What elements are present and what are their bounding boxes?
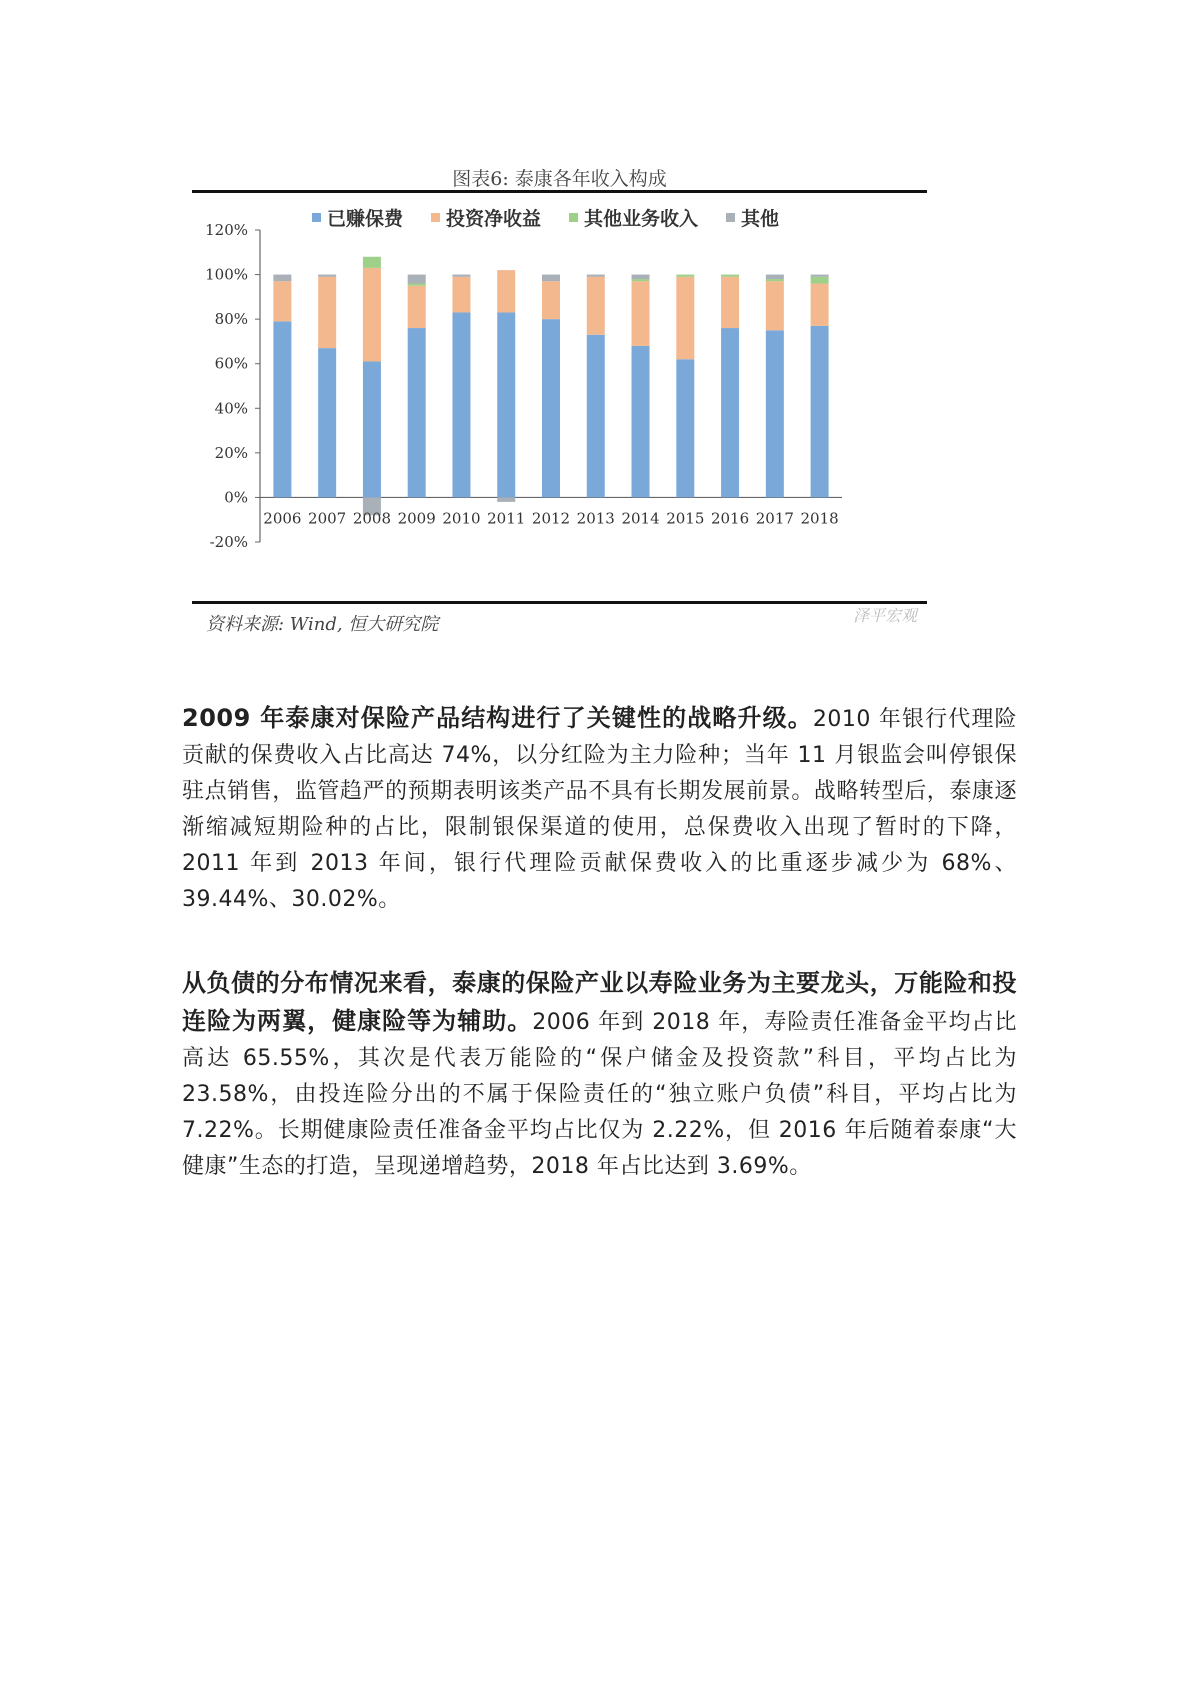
y-tick-label: 60% bbox=[214, 354, 248, 373]
bar-segment bbox=[408, 283, 426, 285]
bar-segment bbox=[721, 275, 739, 277]
bar-segment bbox=[408, 328, 426, 497]
y-tick-label: 80% bbox=[214, 310, 248, 329]
y-tick-label: -20% bbox=[209, 533, 248, 551]
paragraph-liabilities bbox=[182, 965, 1017, 1185]
stacked-bar-chart bbox=[192, 158, 927, 638]
watermark: 泽平宏观 bbox=[852, 606, 917, 625]
bar-segment bbox=[408, 275, 426, 284]
x-tick-label: 2018 bbox=[800, 509, 839, 528]
bar-segment bbox=[318, 275, 336, 277]
paragraph-lead: 2009 年泰康对保险产品结构进行了关键性的战略升级。 bbox=[182, 704, 813, 732]
bar-segment bbox=[676, 359, 694, 497]
bar-segment bbox=[721, 277, 739, 328]
bar-segment bbox=[452, 277, 470, 313]
y-tick-label: 0% bbox=[224, 488, 248, 507]
bar-segment bbox=[766, 330, 784, 497]
bar-segment bbox=[452, 275, 470, 277]
x-tick-label: 2011 bbox=[487, 509, 526, 528]
bar-segment bbox=[811, 326, 829, 498]
figure-bottom-rule bbox=[192, 601, 927, 604]
x-tick-label: 2008 bbox=[352, 509, 392, 528]
bar-segment bbox=[632, 346, 650, 498]
bar-segment bbox=[273, 281, 291, 321]
bar-segment bbox=[542, 275, 560, 282]
legend-label: 已赚保费 bbox=[327, 208, 404, 230]
x-tick-label: 2015 bbox=[666, 509, 705, 528]
legend-label: 其他 bbox=[741, 208, 780, 230]
bar-segment bbox=[766, 275, 784, 279]
x-tick-label: 2014 bbox=[621, 509, 660, 528]
x-tick-label: 2010 bbox=[442, 509, 481, 528]
bar-segment bbox=[587, 335, 605, 498]
y-tick-label: 100% bbox=[205, 265, 248, 284]
x-tick-label: 2017 bbox=[755, 509, 794, 528]
bar-segment bbox=[273, 321, 291, 497]
bar-segment bbox=[542, 281, 560, 319]
bar-segment bbox=[587, 277, 605, 335]
x-tick-label: 2013 bbox=[576, 509, 615, 528]
bar-segment bbox=[676, 275, 694, 277]
bar-segment bbox=[587, 275, 605, 277]
bar-segment bbox=[676, 277, 694, 359]
bar-segment bbox=[318, 348, 336, 497]
bar-segment bbox=[721, 328, 739, 497]
bar-segment bbox=[766, 281, 784, 330]
bar-segment bbox=[273, 275, 291, 282]
legend-label: 投资净收益 bbox=[446, 208, 542, 230]
x-tick-label: 2016 bbox=[710, 509, 750, 528]
bar-segment bbox=[766, 279, 784, 281]
x-tick-label: 2009 bbox=[397, 509, 436, 528]
bar-segment bbox=[408, 286, 426, 328]
bar-segment bbox=[632, 281, 650, 346]
paragraph-strategy bbox=[182, 700, 1017, 918]
bar-segment bbox=[811, 275, 829, 277]
bar-segment bbox=[632, 275, 650, 279]
bar-segment bbox=[811, 277, 829, 284]
y-tick-label: 20% bbox=[214, 443, 248, 462]
bar-segment bbox=[363, 361, 381, 497]
y-tick-label: 120% bbox=[205, 221, 248, 239]
bar-segment bbox=[811, 283, 829, 325]
paragraph-lead: 从负债的分布情况来看，泰康的保险产业以寿险业务为主要龙头，万能险和投连险为两翼，健康险等为辅助。 bbox=[182, 969, 1017, 1035]
x-tick-label: 2007 bbox=[308, 509, 347, 528]
paragraph-body: 2006 年到 2018 年，寿险责任准备金平均占比高达 65.55%，其次是代表万能险的“保户储金及投资款”科目，平均占比为 23.58%，由投连险分出的不属于保险责任的“独立账户负债”科目，平均占比为 7.22%。长期健康险责任准备金平均占比仅为 2.22%，但 2016 年后随着泰康“大健康”生态的打造，呈现递增趋势，2018 年占比达到 3.69%。 bbox=[182, 1010, 1017, 1179]
bar-segment bbox=[497, 270, 515, 312]
x-tick-label: 2012 bbox=[531, 509, 571, 528]
y-tick-label: 40% bbox=[214, 399, 248, 418]
bar-segment bbox=[363, 268, 381, 362]
bar-segment bbox=[632, 279, 650, 281]
figure-source: 资料来源: Wind, 恒大研究院 bbox=[206, 614, 439, 635]
legend-label: 其他业务收入 bbox=[584, 208, 699, 230]
figure-title: 图表6: 泰康各年收入构成 bbox=[452, 168, 667, 190]
chart-figure bbox=[192, 158, 927, 638]
bar-segment bbox=[318, 277, 336, 348]
x-tick-label: 2006 bbox=[263, 509, 302, 528]
bar-segment bbox=[497, 312, 515, 497]
bar-segment bbox=[452, 312, 470, 497]
bar-segment bbox=[363, 257, 381, 268]
bar-segment bbox=[542, 319, 560, 497]
paragraph-body: 2010 年银行代理险贡献的保费收入占比高达 74%，以分红险为主力险种；当年 11 月银监会叫停银保驻点销售，监管趋严的预期表明该类产品不具有长期发展前景。战略转型后，泰康逐渐缩减短期险种的占比，限制银保渠道的使用，总保费收入出现了暂时的下降，2011 年到 2013 年间，银行代理险贡献保费收入的比重逐步减少为 68%、39.44%、30.02%。 bbox=[182, 707, 1018, 912]
bar-segment bbox=[497, 497, 515, 501]
